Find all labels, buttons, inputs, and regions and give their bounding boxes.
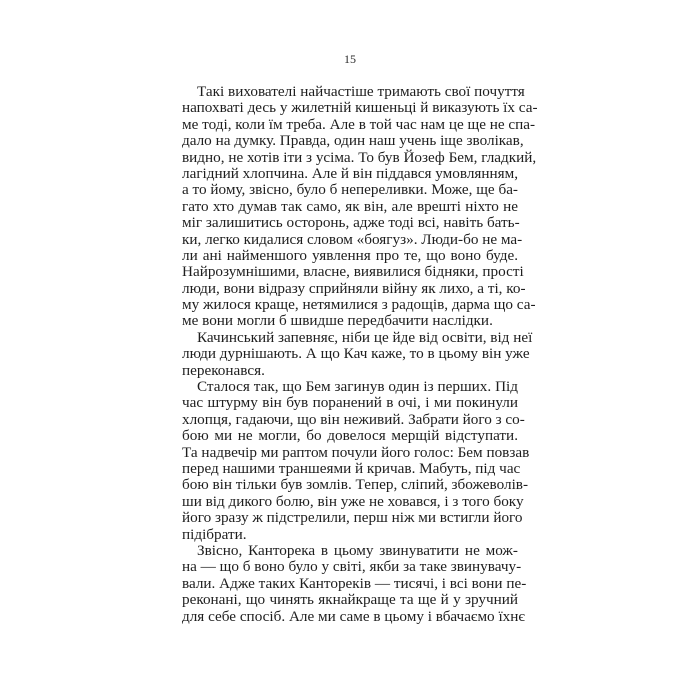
text-line: му жилося краще, нетямилися з радощів, дарма що са- (182, 296, 536, 314)
text-line: люди, вони відразу сприйняли війну як лихо, а ті, ко- (182, 279, 526, 297)
text-line: перед нашими траншеями й кричав. Мабуть, під час (182, 459, 521, 477)
text-line: реконані, що чинять якнайкраще та ще й у зручний (182, 591, 518, 609)
text-line: видно, не хотів іти з усіма. То був Йозеф Бем, гладкий, (182, 148, 537, 166)
text-line: ли ані найменшого уявлення про те, що воно буде. (182, 246, 518, 264)
text-line: Качинський запевняє, ніби це йде від освіти, від неї (197, 328, 533, 346)
text-line: на — що б воно було у світі, якби за таке звинувачу- (182, 558, 522, 576)
text-line: бою ми не могли, бо довелося мерщій відступати. (182, 427, 518, 445)
text-line: ме тоді, коли їм треба. Але в той час нам це ще не спа- (182, 115, 536, 133)
text-line: лагідний хлопчина. Але й він піддався умовлянням, (182, 164, 519, 182)
text-line: ме вони могли б швидше передбачити наслідки. (182, 312, 493, 330)
text-line: дало на думку. Правда, один наш учень іще зволікав, (182, 132, 524, 150)
text-line: Та надвечір ми раптом почули його голос: Бем повзав (182, 443, 530, 461)
text-line: міг залишитись осторонь, адже тоді всі, навіть бать- (182, 214, 520, 232)
text-line: ки, легко кидалися словом «боягуз». Люди-бо не ма- (182, 230, 523, 248)
text-line: бою він тільки був зомлів. Тепер, сліпий, збожеволів- (182, 476, 529, 494)
text-line: переконався. (182, 361, 265, 379)
text-line: Звісно, Канторека в цьому звинуватити не мож- (197, 541, 518, 559)
text-line: підібрати. (182, 525, 247, 543)
paragraph (182, 328, 533, 379)
paragraph (182, 541, 527, 625)
page-number: 15 (344, 52, 356, 66)
text-line: гато хто думав так само, як він, але врешті ніхто не (182, 197, 518, 215)
text-line: а то йому, звісно, було б непереливки. Може, ще ба- (182, 181, 518, 199)
body-text (182, 83, 538, 625)
paragraph (182, 378, 530, 543)
paragraph (182, 83, 538, 330)
text-line: для себе спосіб. Але ми саме в цьому і вбачаємо їхнє (182, 607, 525, 625)
text-line: напохваті десь у жилетній кишеньці й виказують їх са- (182, 99, 538, 117)
text-line: люди дурнішають. А що Кач каже, то в цьому він уже (182, 345, 530, 363)
text-line: Такі вихователі найчастіше тримають свої почуття (197, 83, 525, 100)
text-line: ши від дикого болю, він уже не ховався, і з того боку (182, 492, 524, 510)
text-line: час штурму він був поранений в очі, і ми покинули (182, 394, 518, 412)
text-line: вали. Адже таких Кантореків — тисячі, і всі вони пе- (182, 574, 527, 592)
text-line: Сталося так, що Бем загинув один із перших. Під (197, 378, 518, 396)
text-line: Найрозумнішими, власне, виявилися бідняки, прості (182, 263, 524, 281)
text-line: його зразу ж підстрелили, перш ніж ми встигли його (182, 509, 523, 527)
text-line: хлопця, гадаючи, що він неживий. Забрати його з со- (182, 410, 525, 428)
